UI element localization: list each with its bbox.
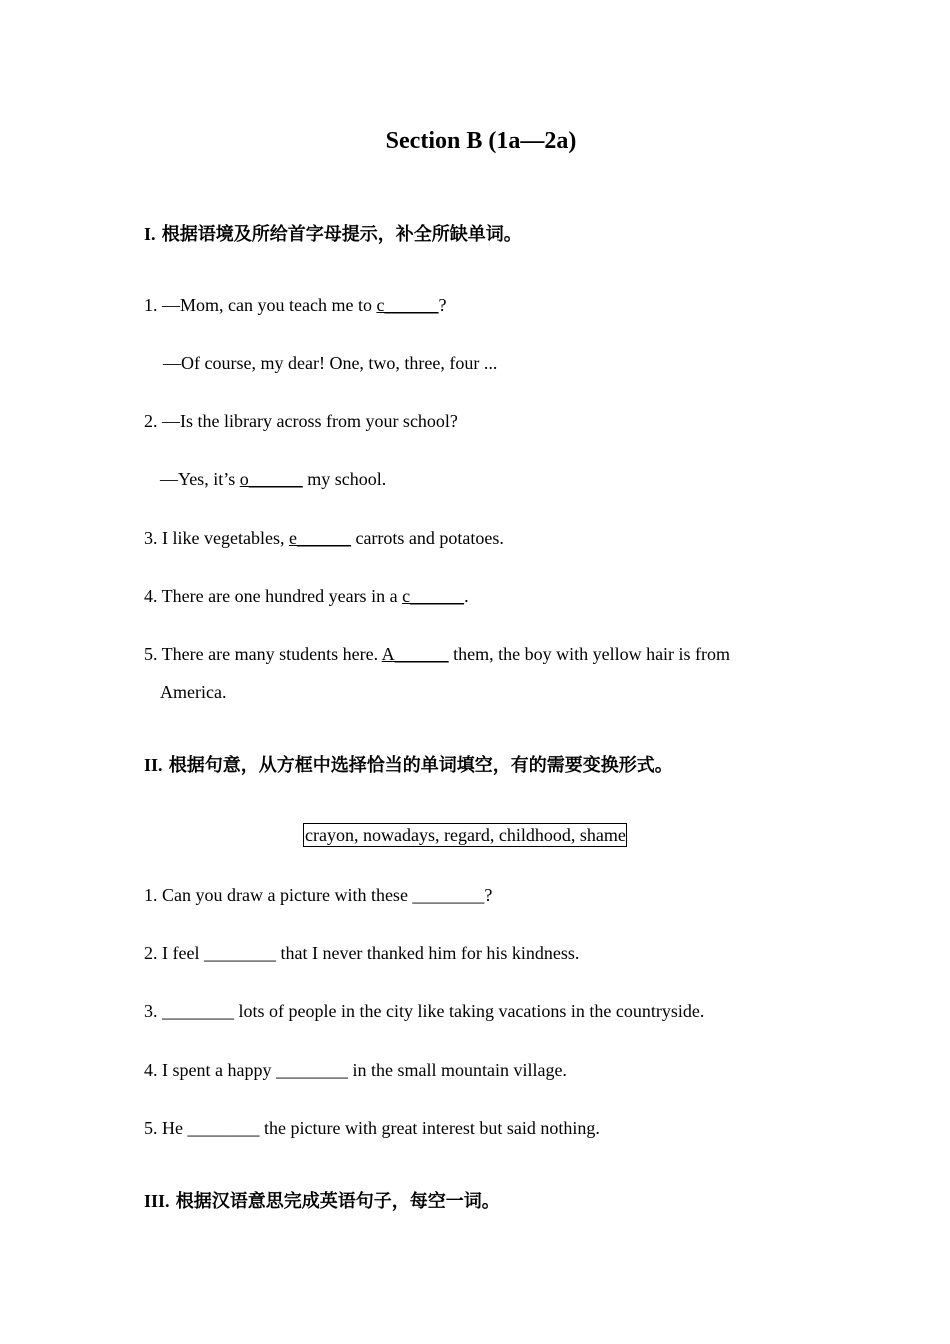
question-1-3 bbox=[144, 527, 504, 549]
answer-blank: e______ bbox=[288, 528, 351, 548]
section-2-heading bbox=[144, 754, 673, 777]
question-1-1-reply: —Of course, my dear! One, two, three, four ... bbox=[163, 353, 498, 373]
question-2-5: 5. He ________ the picture with great interest but said nothing. bbox=[144, 1118, 600, 1138]
section-1-number: I. bbox=[144, 224, 156, 244]
section-1-instruction: 根据语境及所给首字母提示，补全所缺单词。 bbox=[155, 224, 522, 245]
question-2-1: 1. Can you draw a picture with these ________? bbox=[144, 885, 493, 905]
section-1-heading bbox=[144, 223, 522, 246]
question-text: 5. There are many students here. bbox=[144, 644, 382, 664]
question-1-1 bbox=[144, 294, 446, 316]
section-3-instruction: 根据汉语意思完成英语句子，每空一词。 bbox=[169, 1191, 500, 1212]
question-1-2-reply bbox=[160, 468, 386, 490]
question-text: my school. bbox=[302, 469, 387, 489]
answer-blank: c______ bbox=[376, 295, 439, 315]
question-1-4 bbox=[144, 585, 469, 607]
page-title: Section B (1a—2a) bbox=[385, 128, 577, 154]
section-2-instruction: 根据句意，从方框中选择恰当的单词填空，有的需要变换形式。 bbox=[162, 755, 673, 776]
section-3-number: III. bbox=[144, 1191, 170, 1211]
question-1-5 bbox=[144, 643, 730, 665]
answer-blank: o______ bbox=[239, 469, 303, 489]
question-text: . bbox=[464, 586, 469, 606]
question-text: 3. I like vegetables, bbox=[144, 528, 289, 548]
question-2-2: 2. I feel ________ that I never thanked him for his kindness. bbox=[144, 943, 580, 963]
question-text: carrots and potatoes. bbox=[350, 528, 504, 548]
word-bank-box: crayon, nowadays, regard, childhood, shame bbox=[305, 825, 626, 845]
question-text: —Yes, it’s bbox=[160, 469, 240, 489]
question-2-4: 4. I spent a happy ________ in the small mountain village. bbox=[144, 1060, 567, 1080]
question-text: 1. —Mom, can you teach me to bbox=[144, 295, 377, 315]
question-2-3: 3. ________ lots of people in the city like taking vacations in the countryside. bbox=[144, 1001, 705, 1021]
question-text: them, the boy with yellow hair is from bbox=[448, 644, 731, 664]
section-3-heading bbox=[144, 1190, 500, 1213]
answer-blank: A______ bbox=[381, 644, 449, 664]
section-2-number: II. bbox=[144, 755, 163, 775]
question-1-5-continued: America. bbox=[160, 682, 227, 702]
answer-blank: c______ bbox=[402, 586, 465, 606]
question-text: 4. There are one hundred years in a bbox=[144, 586, 403, 606]
question-1-2: 2. —Is the library across from your school? bbox=[144, 411, 458, 431]
question-text: ? bbox=[438, 295, 447, 315]
